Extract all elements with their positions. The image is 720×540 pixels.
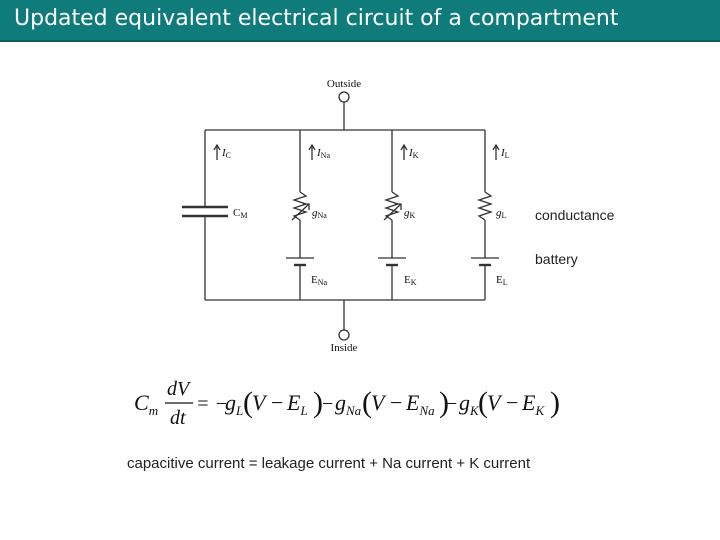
- current-arrows: [214, 145, 499, 160]
- inside-terminal: [339, 330, 349, 340]
- outside-label: Outside: [326, 78, 362, 90]
- conductance-annotation: conductance: [535, 207, 615, 223]
- svg-text:gK: $g_K$: [459, 390, 479, 418]
- equation-denominator: dt: [170, 407, 186, 429]
- svg-text:V: V: [252, 390, 266, 415]
- battery-label-na: ENa: [311, 274, 328, 287]
- svg-text:(: (: [478, 386, 488, 419]
- na-branch: [286, 130, 314, 300]
- svg-text:−: −: [446, 393, 458, 415]
- svg-text:−: −: [322, 393, 334, 415]
- conductance-label-na: gNa: [312, 207, 327, 220]
- conductance-label-k: gK: [404, 207, 416, 220]
- k-branch: [378, 130, 406, 300]
- svg-text:V: V: [371, 390, 385, 415]
- battery-label-k: EK: [404, 274, 417, 287]
- current-balance-caption: capacitive current = leakage current + Na current + K current: [127, 455, 531, 472]
- current-label-k: IK: [409, 147, 419, 160]
- svg-text:): ): [439, 386, 449, 419]
- svg-text:): ): [313, 386, 323, 419]
- svg-text:(: (: [243, 386, 253, 419]
- svg-text:−: −: [271, 390, 284, 415]
- equation-term-leak: [225, 386, 323, 419]
- outside-terminal: [339, 92, 349, 102]
- current-label-na: INa: [317, 147, 330, 160]
- current-label-leak: IL: [501, 147, 510, 160]
- equation-numerator: dV: [167, 378, 190, 400]
- battery-label-leak: EL: [496, 274, 508, 287]
- leak-branch: [471, 130, 499, 300]
- svg-text:−: −: [506, 390, 519, 415]
- battery-annotation: battery: [535, 251, 578, 267]
- membrane-equation: [130, 372, 570, 437]
- svg-text:EK: $E_K$: [522, 390, 545, 418]
- equation-cm: $C_m$: [134, 390, 159, 418]
- svg-text:EL: $E_L$: [287, 390, 308, 418]
- slide-title: Updated equivalent electrical circuit of a compartment: [14, 6, 619, 31]
- svg-text:): ): [550, 386, 560, 419]
- inside-label: Inside: [330, 342, 358, 354]
- conductance-label-leak: gL: [496, 207, 507, 220]
- equation-term-k: [446, 386, 560, 419]
- equation-equals: = −: [196, 393, 228, 415]
- leak-resistor: [479, 192, 491, 220]
- svg-text:−: −: [390, 390, 403, 415]
- svg-text:ENa: $E_{Na}$: [406, 390, 435, 418]
- svg-text:V: V: [487, 390, 501, 415]
- svg-text:gL: $g_L$: [225, 390, 244, 418]
- capacitor-label: CM: [233, 207, 248, 220]
- svg-text:(: (: [362, 386, 372, 419]
- current-label-capacitor: IC: [222, 147, 232, 160]
- svg-text:gNa: $g_{Na}$: [335, 390, 362, 418]
- equation-term-na: [322, 386, 449, 419]
